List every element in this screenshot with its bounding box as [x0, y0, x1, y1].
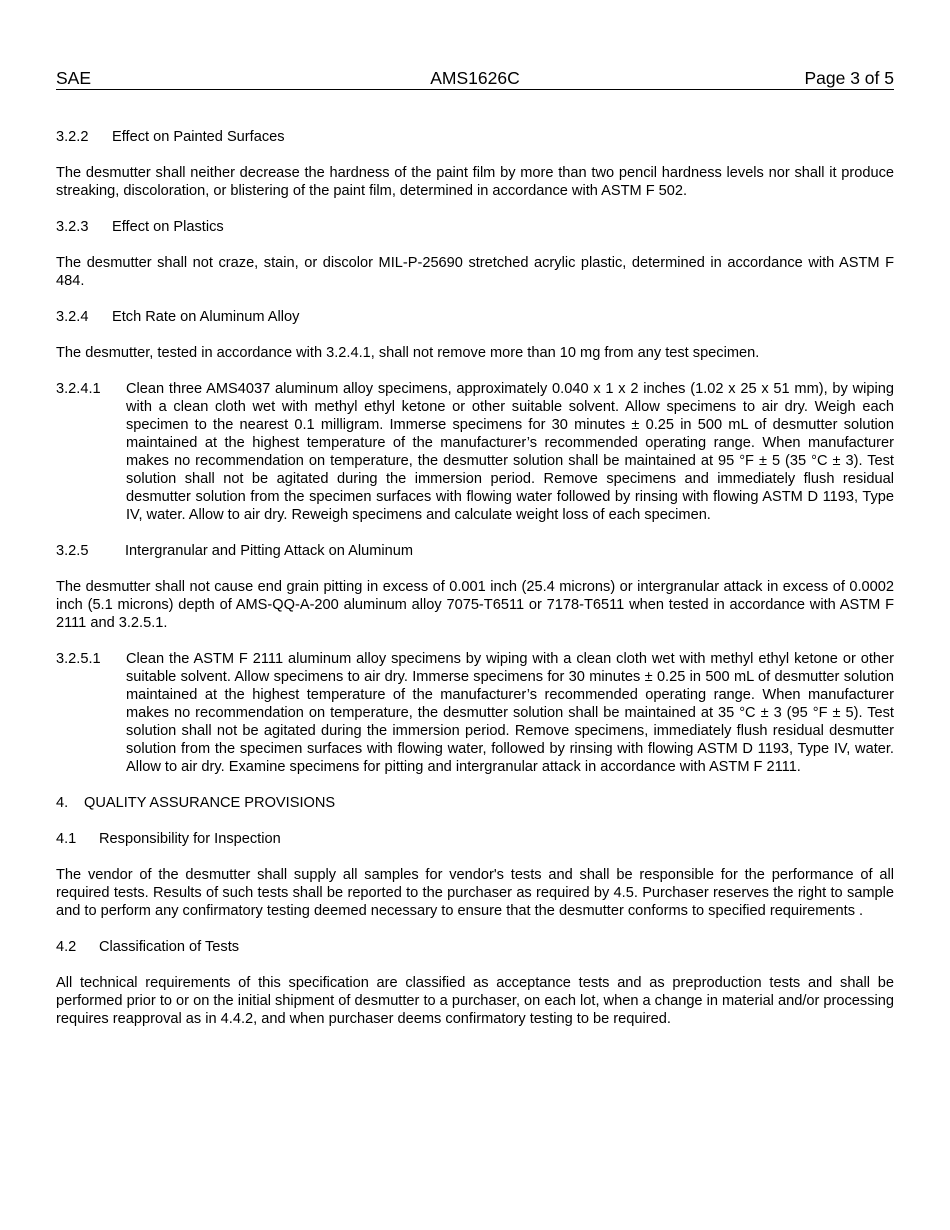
section-number: 3.2.5 [56, 543, 89, 559]
section-body-3-2-4: The desmutter, tested in accordance with 3.2.4.1, shall not remove more than 10 mg from any test specimen. [56, 345, 760, 361]
section-heading-3-2-2 [56, 128, 894, 146]
section-heading-4-1 [56, 830, 894, 848]
section-body-3-2-2: The desmutter shall neither decrease the hardness of the paint film by more than two pencil hardness levels nor shall it produce streaking, discoloration, or blistering of the paint film, determined in accordance with ASTM F 502. [56, 165, 894, 199]
section-title: Classification of Tests [99, 939, 240, 955]
section-heading-3-2-4 [56, 308, 894, 326]
subsection-number: 3.2.4.1 [56, 381, 101, 397]
section-number: 3.2.3 [56, 219, 89, 235]
section-title: Responsibility for Inspection [99, 831, 281, 847]
page-header [56, 68, 894, 90]
section-title: Etch Rate on Aluminum Alloy [112, 309, 300, 325]
subsection-number: 3.2.5.1 [56, 651, 101, 667]
section-body-4-1: The vendor of the desmutter shall supply all samples for vendor's tests and shall be responsible for the performance of all required tests. Results of such tests shall be reported to the purchaser as required by 4.5. Purchaser reserves the right to sample and to perform any confirmatory testing deemed necessary to ensure that the desmutter conforms to specified requirements . [56, 867, 894, 919]
section-heading-3-2-5 [56, 542, 894, 560]
subsection-body: Clean three AMS4037 aluminum alloy specimens, approximately 0.040 x 1 x 2 inches (1.02 x 25 x 51 mm), by wiping with a clean cloth wet with methyl ethyl ketone or other suitable solvent. Allow specimens to air dry. Weigh each specimen to the nearest 0.1 milligram. Immerse specimens for 30 minutes ± 0.25 in 500 mL of desmutter solution maintained at the highest temperature of the manufacturer’s recommended operating range. When manufacturer makes no recommendation on temperature, the desmutter solution shall be maintained at 95 °F ± 5 (35 °C ± 3). Test solution shall not be agitated during the immersion period. Remove specimens and immediately flush residual desmutter solution from the specimen surfaces with flowing water followed by rinsing with flowing ASTM D 1193, Type IV, water. Allow to air dry. Reweigh specimens and calculate weight loss of each specimen. [126, 381, 894, 523]
subsection-3-2-5-1 [56, 650, 894, 776]
section-body-3-2-3: The desmutter shall not craze, stain, or discolor MIL-P-25690 stretched acrylic plastic, determined in accordance with ASTM F 484. [56, 255, 894, 289]
header-document-id: AMS1626C [430, 68, 520, 88]
section-title: Effect on Plastics [112, 219, 224, 235]
section-number: 3.2.2 [56, 129, 89, 145]
section-number: 3.2.4 [56, 309, 89, 325]
section-number: 4. [56, 795, 69, 811]
section-body-3-2-5: The desmutter shall not cause end grain pitting in excess of 0.001 inch (25.4 microns) or intergranular attack in excess of 0.0002 inch (5.1 microns) depth of AMS-QQ-A-200 aluminum alloy 7075-T6511 or 7178-T6511 when tested in accordance with ASTM F 2111 and 3.2.5.1. [56, 579, 894, 631]
section-number: 4.1 [56, 831, 77, 847]
header-publisher: SAE [56, 68, 92, 88]
section-number: 4.2 [56, 939, 77, 955]
subsection-body: Clean the ASTM F 2111 aluminum alloy specimens by wiping with a clean cloth wet with methyl ethyl ketone or other suitable solvent. Allow specimens to air dry. Immerse specimens for 30 minutes ± 0.25 in 500 mL of desmutter solution maintained at the highest temperature of the manufacturer’s recommended operating range. When manufacturer makes no recommendation on temperature, the desmutter solution shall be maintained at 35 °C ± 3 (95 °F ± 5). Test solution shall not be agitated during the immersion period. Remove specimens, immediately flush residual desmutter solution from the specimen surfaces with flowing water, followed by rinsing with flowing ASTM D 1193, Type IV, water. Allow to air dry. Examine specimens for pitting and intergranular attack in accordance with ASTM F 2111. [126, 651, 894, 775]
section-heading-3-2-3 [56, 218, 894, 236]
subsection-3-2-4-1 [56, 380, 894, 524]
document-body [56, 128, 894, 1046]
header-page-number: Page 3 of 5 [804, 68, 894, 88]
section-heading-4-2 [56, 938, 894, 956]
section-title: QUALITY ASSURANCE PROVISIONS [84, 795, 336, 811]
section-title: Effect on Painted Surfaces [112, 129, 285, 145]
section-body-4-2: All technical requirements of this specification are classified as acceptance tests and as preproduction tests and shall be performed prior to or on the initial shipment of desmutter to a purchaser, on each lot, when a change in material and/or processing requires reapproval as in 4.4.2, and when purchaser deems confirmatory testing to be required. [56, 975, 894, 1027]
section-heading-4 [56, 794, 894, 812]
section-title: Intergranular and Pitting Attack on Aluminum [125, 543, 413, 559]
